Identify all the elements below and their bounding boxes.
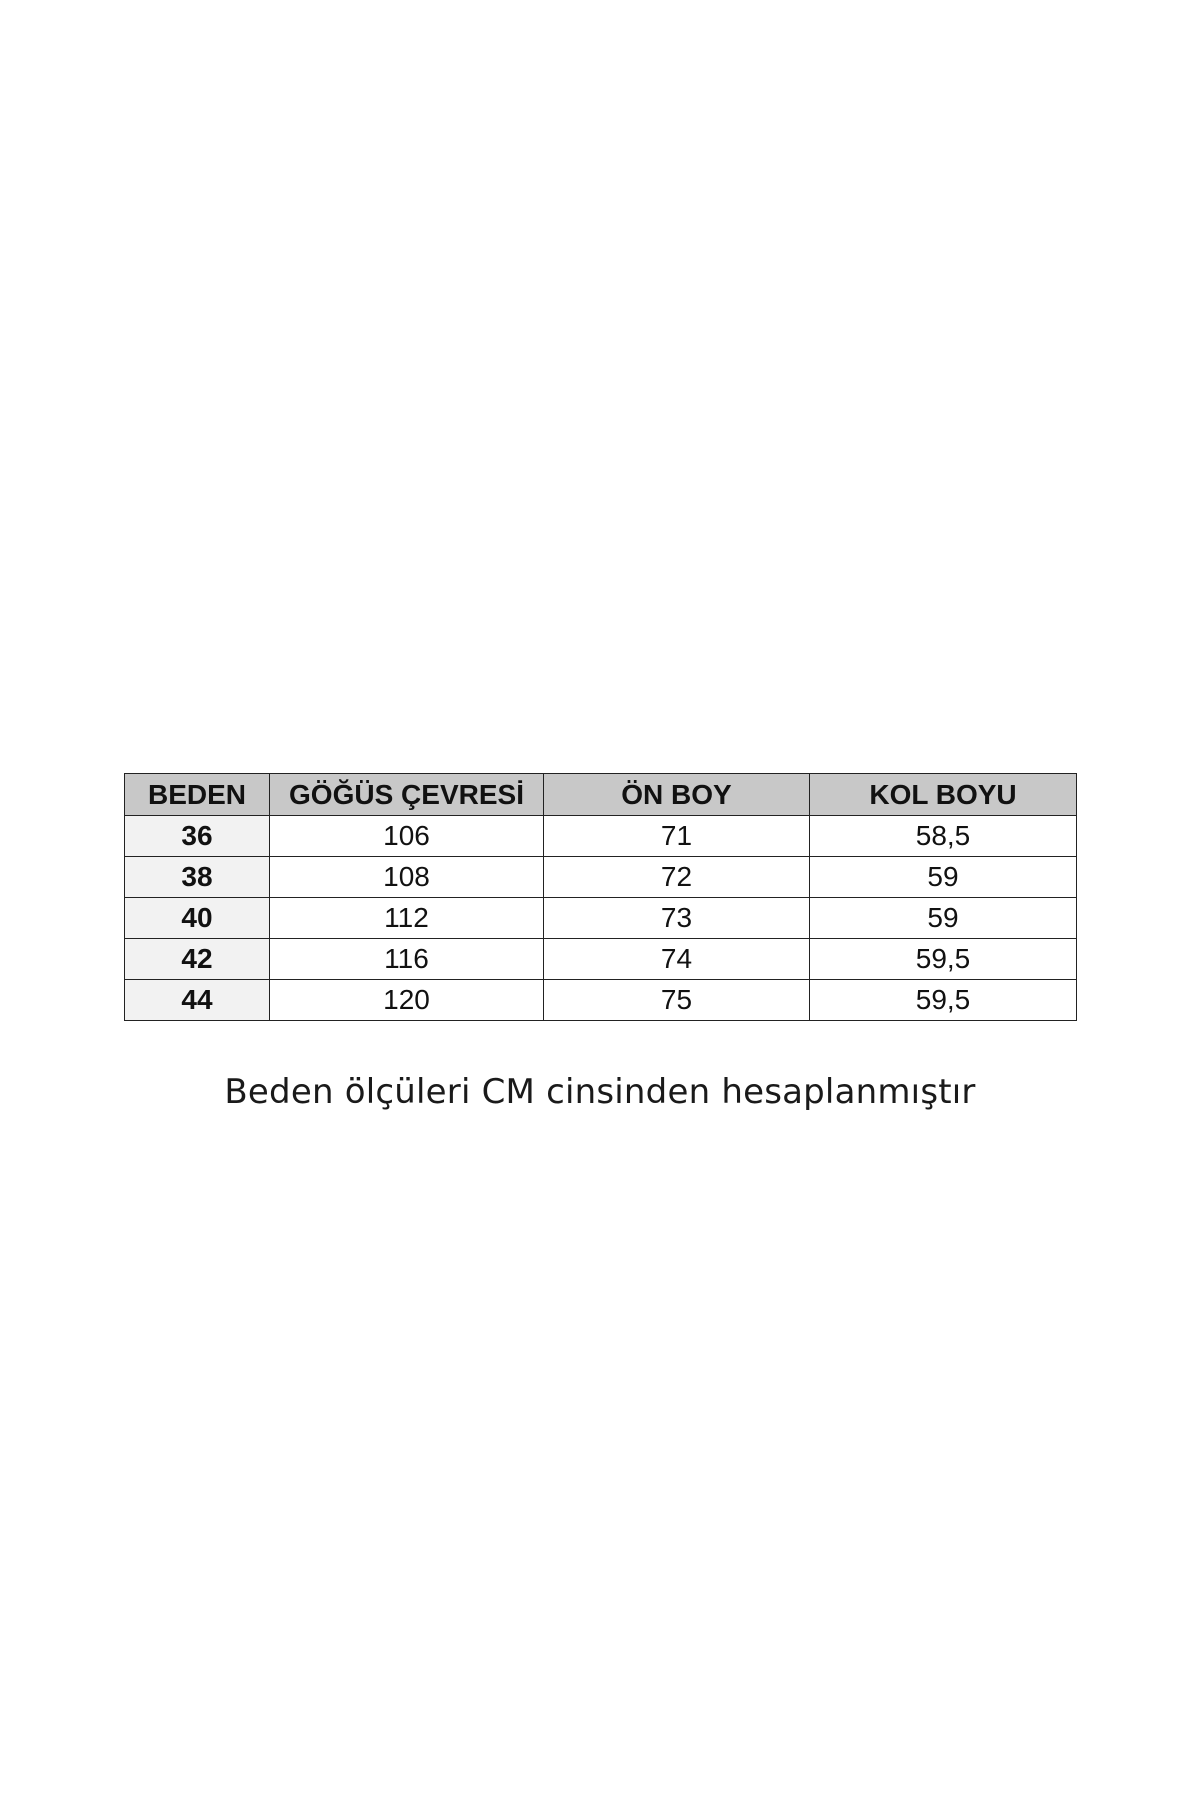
front-length-cell: 71 [544, 816, 810, 857]
measurement-note: Beden ölçüleri CM cinsinden hesaplanmıştır [224, 1072, 976, 1112]
table-row [125, 816, 1077, 857]
size-chart-table [124, 773, 1077, 1021]
size-cell: 40 [125, 898, 270, 939]
size-cell: 38 [125, 857, 270, 898]
chest-cell: 120 [270, 980, 544, 1021]
chest-cell: 112 [270, 898, 544, 939]
size-cell: 36 [125, 816, 270, 857]
table-row [125, 939, 1077, 980]
sleeve-length-cell: 59,5 [810, 980, 1077, 1021]
sleeve-length-cell: 59 [810, 898, 1077, 939]
header-gogus-cevresi: GÖĞÜS ÇEVRESİ [270, 774, 544, 816]
front-length-cell: 73 [544, 898, 810, 939]
table-row [125, 898, 1077, 939]
front-length-cell: 75 [544, 980, 810, 1021]
chest-cell: 106 [270, 816, 544, 857]
chest-cell: 116 [270, 939, 544, 980]
front-length-cell: 74 [544, 939, 810, 980]
sleeve-length-cell: 59 [810, 857, 1077, 898]
table-row [125, 857, 1077, 898]
chest-cell: 108 [270, 857, 544, 898]
front-length-cell: 72 [544, 857, 810, 898]
size-cell: 42 [125, 939, 270, 980]
sleeve-length-cell: 58,5 [810, 816, 1077, 857]
header-beden: BEDEN [125, 774, 270, 816]
sleeve-length-cell: 59,5 [810, 939, 1077, 980]
header-kol-boyu: KOL BOYU [810, 774, 1077, 816]
header-on-boy: ÖN BOY [544, 774, 810, 816]
table-header-row [125, 774, 1077, 816]
size-cell: 44 [125, 980, 270, 1021]
table-row [125, 980, 1077, 1021]
